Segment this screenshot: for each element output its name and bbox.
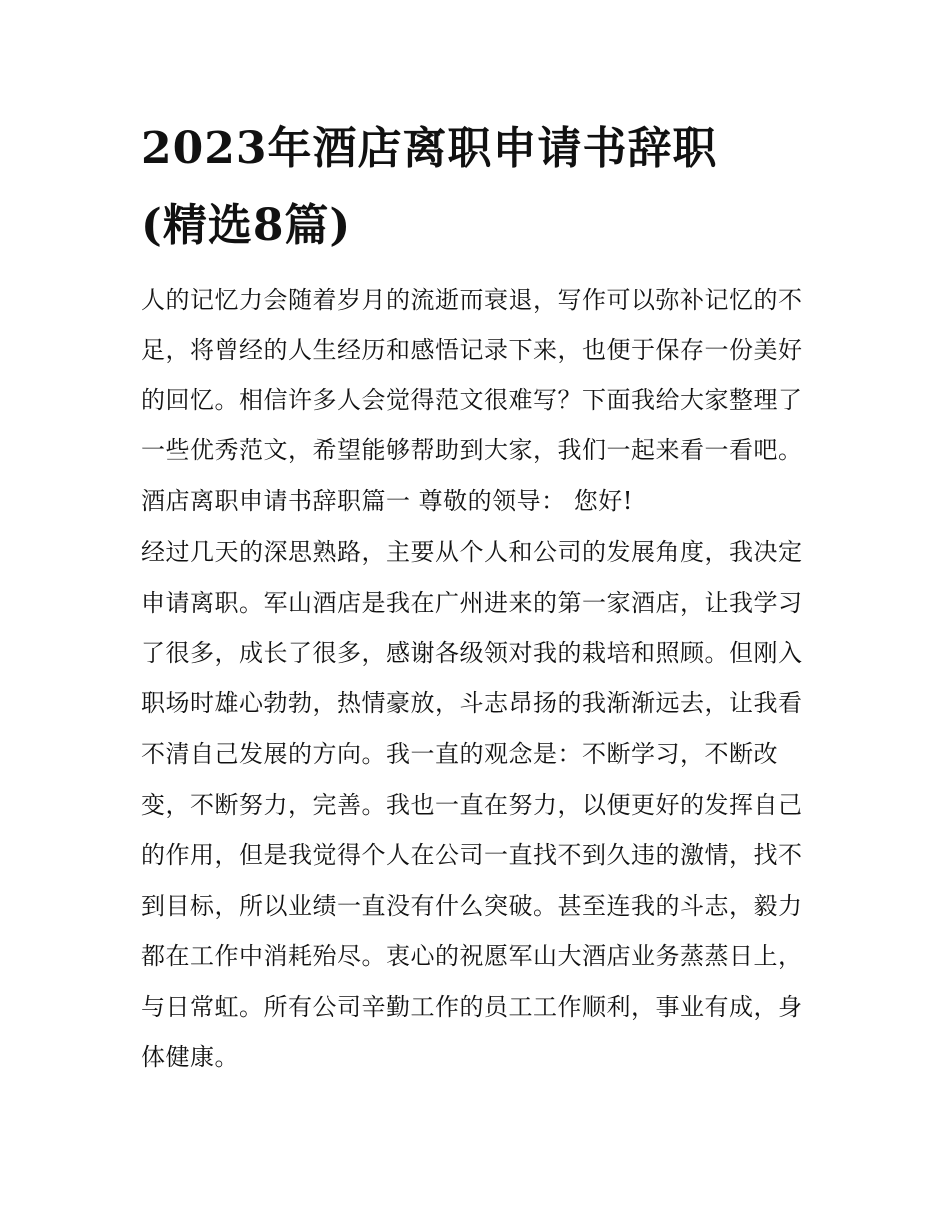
body-line: 的作用，但是我觉得个人在公司一直找不到久违的激情，找不 xyxy=(141,841,803,869)
body-line: 经过几天的深思熟路，主要从个人和公司的发展角度，我决定 xyxy=(141,538,803,566)
document-title-line-2: (精选8篇) xyxy=(141,200,352,251)
body-line: 职场时雄心勃勃，热情豪放，斗志昂扬的我渐渐远去，让我看 xyxy=(141,689,803,717)
body-line: 体健康。 xyxy=(141,1043,239,1071)
body-line: 到目标，所以业绩一直没有什么突破。甚至连我的斗志，毅力 xyxy=(141,892,803,920)
document-title-line-1: 2023年酒店离职申请书辞职 xyxy=(141,123,718,174)
body-line: 了很多，成长了很多，感谢各级领对我的栽培和照顾。但刚入 xyxy=(141,639,803,667)
body-line: 人的记忆力会随着岁月的流逝而衰退，写作可以弥补记忆的不 xyxy=(141,286,803,314)
body-line: 足，将曾经的人生经历和感悟记录下来，也便于保存一份美好 xyxy=(141,336,803,364)
body-line: 一些优秀范文，希望能够帮助到大家，我们一起来看一看吧。 xyxy=(141,436,803,464)
body-line: 申请离职。军山酒店是我在广州进来的第一家酒店，让我学习 xyxy=(141,589,803,617)
body-line: 变，不断努力，完善。我也一直在努力，以便更好的发挥自己 xyxy=(141,791,803,819)
body-line: 不清自己发展的方向。我一直的观念是：不断学习，不断改 xyxy=(141,740,778,768)
body-line: 的回忆。相信许多人会觉得范文很难写？下面我给大家整理了 xyxy=(141,386,803,414)
body-line: 都在工作中消耗殆尽。衷心的祝愿军山大酒店业务蒸蒸日上， xyxy=(141,942,803,970)
body-line: 酒店离职申请书辞职篇一 尊敬的领导： 您好! xyxy=(141,487,633,515)
body-line: 与日常虹。所有公司辛勤工作的员工工作顺利，事业有成，身 xyxy=(141,993,803,1021)
